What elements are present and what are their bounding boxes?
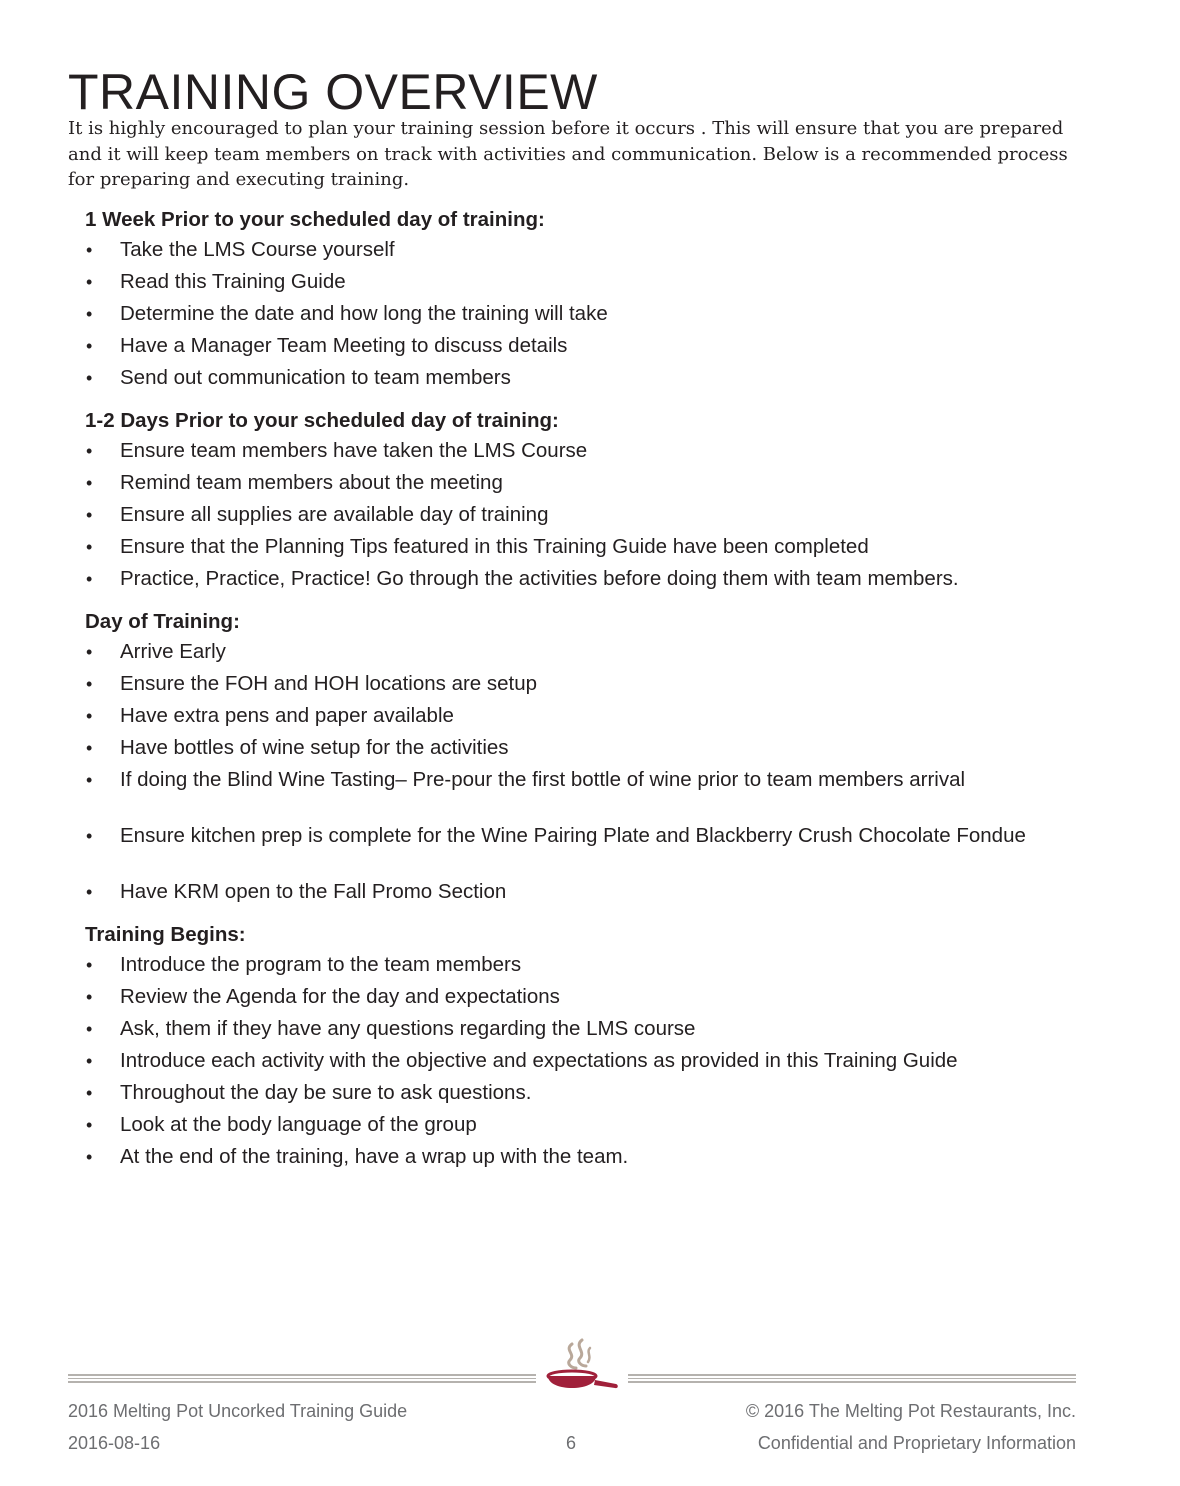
section-heading: Training Begins: bbox=[85, 923, 246, 946]
steam-swirl-icon bbox=[569, 1344, 576, 1368]
list-item-text: Have bottles of wine setup for the activities bbox=[120, 736, 509, 759]
list-item-text: Have a Manager Team Meeting to discuss details bbox=[120, 334, 568, 357]
section-heading: 1-2 Days Prior to your scheduled day of training: bbox=[85, 409, 559, 432]
bullet-icon: • bbox=[86, 882, 93, 902]
list-item bbox=[85, 366, 1077, 398]
list-item bbox=[85, 880, 1077, 912]
bullet-icon: • bbox=[86, 1019, 93, 1039]
list-item-text: Throughout the day be sure to ask questions. bbox=[120, 1081, 532, 1104]
list-item bbox=[85, 1081, 1077, 1113]
list-item-text: Ensure all supplies are available day of training bbox=[120, 503, 549, 526]
list-item bbox=[85, 567, 1077, 599]
footer-rule-right bbox=[628, 1374, 1076, 1384]
bullet-icon: • bbox=[86, 1083, 93, 1103]
bullet-list bbox=[85, 238, 1077, 398]
list-item bbox=[85, 768, 1077, 824]
bullet-icon: • bbox=[86, 738, 93, 758]
page-title: TRAINING OVERVIEW bbox=[68, 64, 598, 120]
list-item bbox=[85, 302, 1077, 334]
bullet-icon: • bbox=[86, 505, 93, 525]
bullet-icon: • bbox=[86, 826, 93, 846]
list-item bbox=[85, 1049, 1077, 1081]
footer-date: 2016-08-16 bbox=[68, 1433, 161, 1453]
list-item bbox=[85, 640, 1077, 672]
bullet-icon: • bbox=[86, 336, 93, 356]
footer-guide-title: 2016 Melting Pot Uncorked Training Guide bbox=[68, 1401, 408, 1421]
list-item bbox=[85, 672, 1077, 704]
bullet-icon: • bbox=[86, 537, 93, 557]
fondue-pot-logo-icon bbox=[542, 1336, 622, 1402]
section-heading: 1 Week Prior to your scheduled day of training: bbox=[85, 208, 545, 231]
list-item bbox=[85, 1113, 1077, 1145]
list-item-text: Determine the date and how long the training will take bbox=[120, 302, 608, 325]
list-item bbox=[85, 1017, 1077, 1049]
bullet-icon: • bbox=[86, 642, 93, 662]
list-item-text: Ensure kitchen prep is complete for the Wine Pairing Plate and Blackberry Crush Chocolate Fondue bbox=[120, 824, 1026, 847]
footer-rule-left bbox=[68, 1374, 536, 1384]
bullet-icon: • bbox=[86, 955, 93, 975]
list-item bbox=[85, 439, 1077, 471]
list-item bbox=[85, 736, 1077, 768]
bullet-icon: • bbox=[86, 987, 93, 1007]
page-number: 6 bbox=[566, 1433, 577, 1453]
list-item bbox=[85, 1145, 1077, 1177]
list-item bbox=[85, 704, 1077, 736]
section bbox=[85, 407, 1077, 599]
bullet-icon: • bbox=[86, 441, 93, 461]
list-item-text: Ensure the FOH and HOH locations are setup bbox=[120, 672, 538, 695]
list-item bbox=[85, 503, 1077, 535]
list-item-text: Look at the body language of the group bbox=[120, 1113, 477, 1136]
bullet-list bbox=[85, 640, 1077, 912]
list-item-text: Introduce the program to the team members bbox=[120, 953, 522, 976]
list-item-text: Ensure that the Planning Tips featured in this Training Guide have been completed bbox=[120, 535, 869, 558]
training-steps bbox=[85, 206, 1077, 1186]
list-item bbox=[85, 270, 1077, 302]
bullet-icon: • bbox=[86, 240, 93, 260]
bullet-icon: • bbox=[86, 1147, 93, 1167]
footer-copyright: © 2016 The Melting Pot Restaurants, Inc. bbox=[745, 1401, 1076, 1421]
bullet-icon: • bbox=[86, 1051, 93, 1071]
list-item-text: Ask, them if they have any questions regarding the LMS course bbox=[120, 1017, 696, 1040]
list-item bbox=[85, 953, 1077, 985]
list-item-text: Have KRM open to the Fall Promo Section bbox=[120, 880, 507, 903]
list-item-text: Introduce each activity with the objective and expectations as provided in this Training Guide bbox=[120, 1049, 958, 1072]
footer-confidential: Confidential and Proprietary Information bbox=[757, 1433, 1076, 1453]
list-item bbox=[85, 985, 1077, 1017]
list-item-text: Review the Agenda for the day and expectations bbox=[120, 985, 560, 1008]
bullet-list bbox=[85, 439, 1077, 599]
bullet-icon: • bbox=[86, 272, 93, 292]
bullet-icon: • bbox=[86, 368, 93, 388]
bullet-icon: • bbox=[86, 770, 93, 790]
bullet-icon: • bbox=[86, 1115, 93, 1135]
list-item-text: Read this Training Guide bbox=[120, 270, 346, 293]
bullet-icon: • bbox=[86, 473, 93, 493]
list-item bbox=[85, 535, 1077, 567]
list-item-text: Send out communication to team members bbox=[120, 366, 511, 389]
list-item-text: Practice, Practice, Practice! Go through the activities before doing them with team members. bbox=[120, 567, 959, 590]
bullet-icon: • bbox=[86, 706, 93, 726]
intro-paragraph: It is highly encouraged to plan your training session before it occurs . This will ensure that you are prepared and it will keep team members on track with activities and communication. Below is a recommended process for preparing and executing training. bbox=[68, 118, 1068, 190]
list-item-text: Ensure team members have taken the LMS Course bbox=[120, 439, 588, 462]
section bbox=[85, 921, 1077, 1177]
bullet-list bbox=[85, 953, 1077, 1177]
list-item bbox=[85, 334, 1077, 366]
section bbox=[85, 206, 1077, 398]
list-item bbox=[85, 238, 1077, 270]
section bbox=[85, 608, 1077, 912]
section-heading: Day of Training: bbox=[85, 610, 240, 633]
bullet-icon: • bbox=[86, 304, 93, 324]
list-item-text: Take the LMS Course yourself bbox=[120, 238, 395, 261]
list-item-text: At the end of the training, have a wrap up with the team. bbox=[120, 1145, 629, 1168]
bullet-icon: • bbox=[86, 569, 93, 589]
list-item bbox=[85, 824, 1077, 880]
list-item-text: Remind team members about the meeting bbox=[120, 471, 503, 494]
list-item-text: Arrive Early bbox=[120, 640, 226, 663]
bullet-icon: • bbox=[86, 674, 93, 694]
list-item bbox=[85, 471, 1077, 503]
list-item-text: If doing the Blind Wine Tasting– Pre-pour the first bottle of wine prior to team members arrival bbox=[120, 768, 966, 791]
list-item-text: Have extra pens and paper available bbox=[120, 704, 454, 727]
